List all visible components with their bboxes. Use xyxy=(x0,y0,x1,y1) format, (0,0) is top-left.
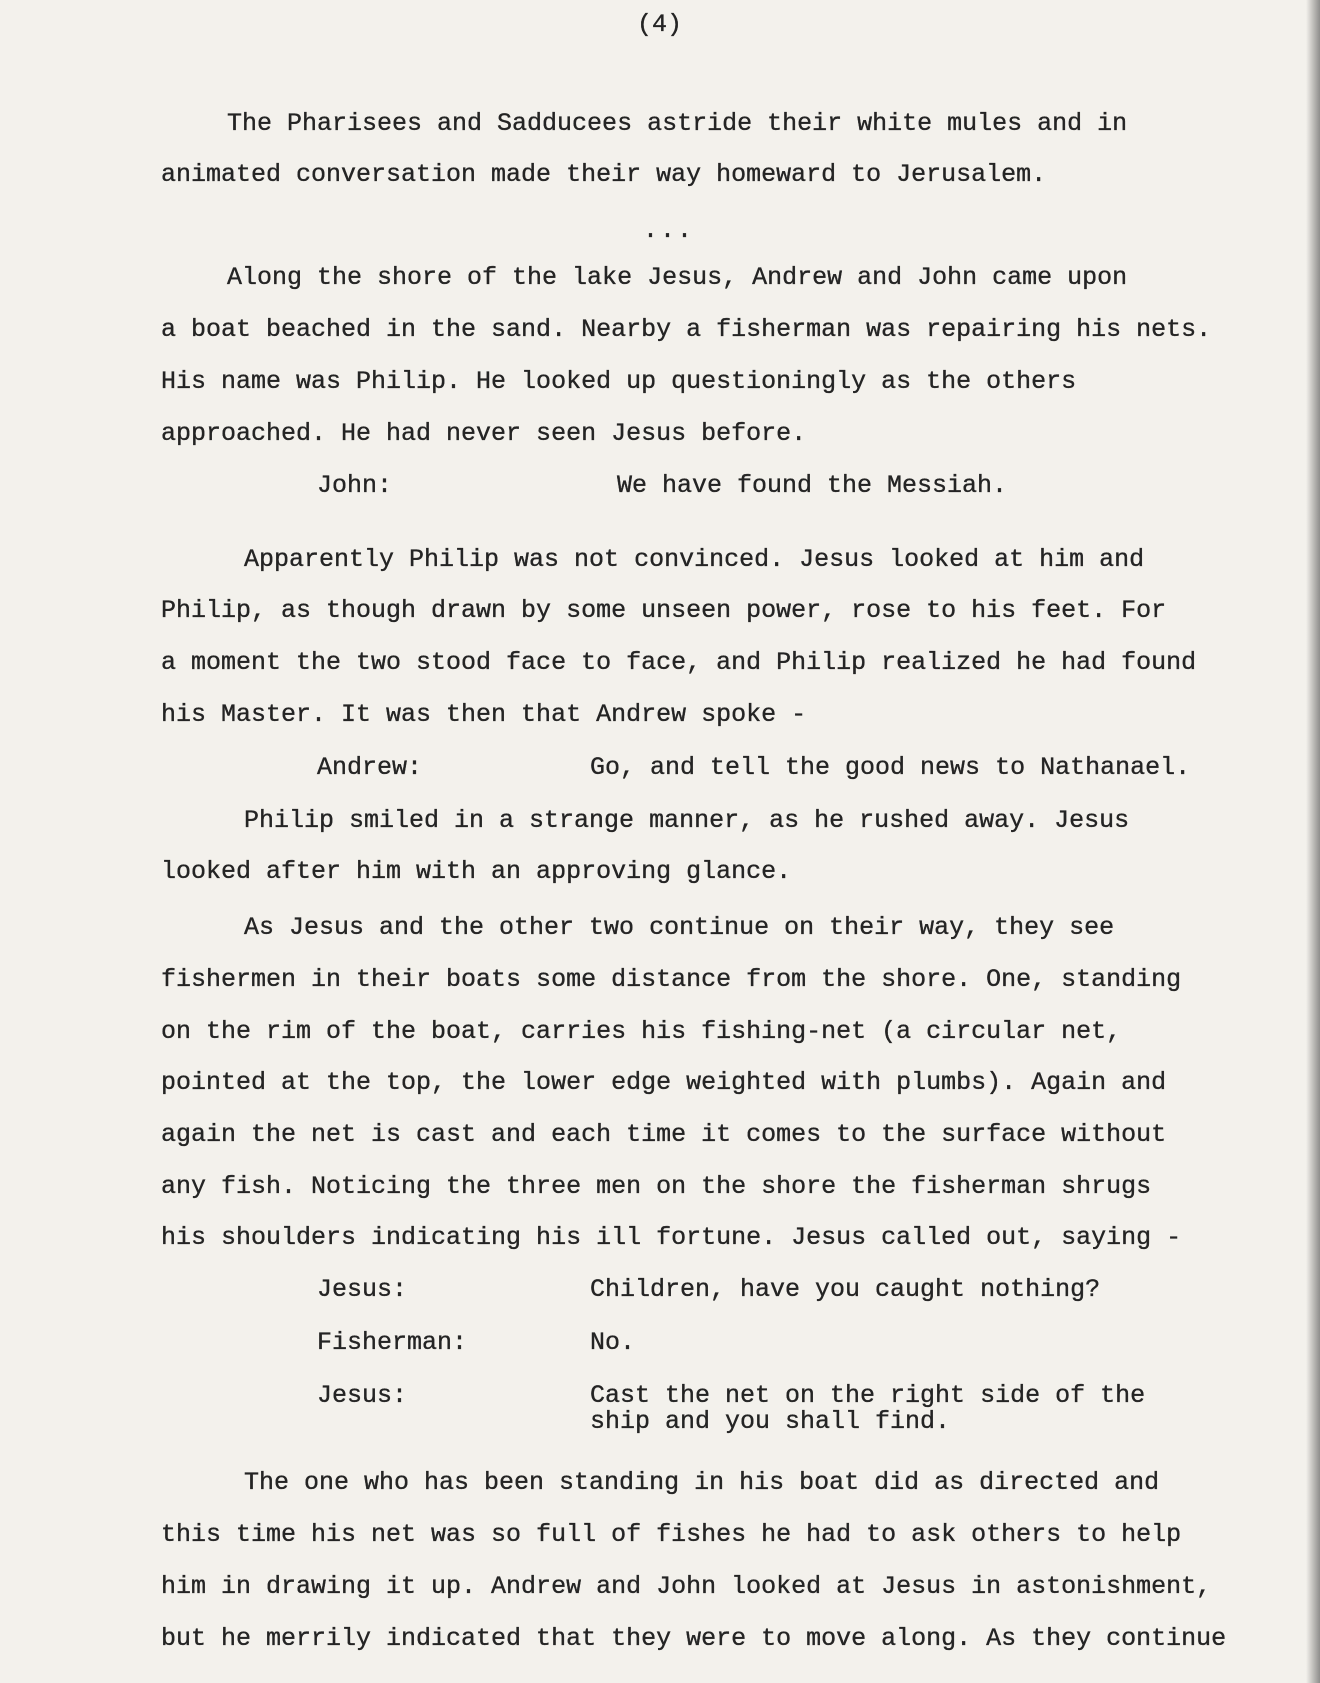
dialogue-line-fisherman: No. xyxy=(590,1328,636,1357)
paragraph-2-line-3: His name was Philip. He looked up questioningly as the others xyxy=(161,367,1077,396)
dialogue-line-jesus-2b: ship and you shall find. xyxy=(590,1407,951,1436)
paragraph-1-line-1: The Pharisees and Sadducees astride their white mules and in xyxy=(227,109,1128,138)
paragraph-3-line-4: his Master. It was then that Andrew spoke - xyxy=(161,700,807,729)
paragraph-3-line-2: Philip, as though drawn by some unseen power, rose to his feet. For xyxy=(161,596,1167,625)
dialogue-line-jesus-1: Children, have you caught nothing? xyxy=(590,1275,1101,1304)
page-number: (4) xyxy=(637,10,683,39)
dialogue-speaker-andrew: Andrew: xyxy=(317,753,423,782)
paragraph-2-line-1: Along the shore of the lake Jesus, Andrew and John came upon xyxy=(227,263,1128,292)
paragraph-4-line-1: Philip smiled in a strange manner, as he rushed away. Jesus xyxy=(244,806,1130,835)
paragraph-5-line-7: his shoulders indicating his ill fortune. Jesus called out, saying - xyxy=(161,1223,1182,1252)
paragraph-5-line-1: As Jesus and the other two continue on their way, they see xyxy=(244,913,1115,942)
paragraph-2-line-2: a boat beached in the sand. Nearby a fisherman was repairing his nets. xyxy=(161,315,1212,344)
paragraph-5-line-6: any fish. Noticing the three men on the shore the fisherman shrugs xyxy=(161,1172,1152,1201)
paragraph-6-line-1: The one who has been standing in his boat did as directed and xyxy=(244,1468,1160,1497)
paragraph-5-line-2: fishermen in their boats some distance from the shore. One, standing xyxy=(161,965,1182,994)
paragraph-1-line-2: animated conversation made their way homeward to Jerusalem. xyxy=(161,160,1047,189)
dialogue-speaker-jesus-2: Jesus: xyxy=(317,1381,408,1410)
paragraph-5-line-3: on the rim of the boat, carries his fishing-net (a circular net, xyxy=(161,1017,1122,1046)
dialogue-line-jesus-2a: Cast the net on the right side of the xyxy=(590,1381,1146,1410)
paragraph-6-line-2: this time his net was so full of fishes he had to ask others to help xyxy=(161,1520,1182,1549)
paragraph-5-line-4: pointed at the top, the lower edge weighted with plumbs). Again and xyxy=(161,1068,1167,1097)
paragraph-2-line-4: approached. He had never seen Jesus before. xyxy=(161,419,807,448)
paragraph-6-line-4: but he merrily indicated that they were to move along. As they continue xyxy=(161,1624,1227,1653)
section-separator: ... xyxy=(643,216,695,245)
paragraph-3-line-1: Apparently Philip was not convinced. Jesus looked at him and xyxy=(244,545,1145,574)
dialogue-speaker-john: John: xyxy=(317,471,393,500)
paragraph-6-line-3: him in drawing it up. Andrew and John looked at Jesus in astonishment, xyxy=(161,1572,1212,1601)
dialogue-line-john: We have found the Messiah. xyxy=(617,471,1008,500)
dialogue-speaker-fisherman: Fisherman: xyxy=(317,1328,468,1357)
paragraph-5-line-5: again the net is cast and each time it comes to the surface without xyxy=(161,1120,1167,1149)
paragraph-3-line-3: a moment the two stood face to face, and Philip realized he had found xyxy=(161,648,1197,677)
dialogue-speaker-jesus-1: Jesus: xyxy=(317,1275,408,1304)
page-edge-shadow xyxy=(1306,0,1320,1683)
dialogue-line-andrew: Go, and tell the good news to Nathanael. xyxy=(590,753,1191,782)
paragraph-4-line-2: looked after him with an approving glance. xyxy=(161,857,792,886)
